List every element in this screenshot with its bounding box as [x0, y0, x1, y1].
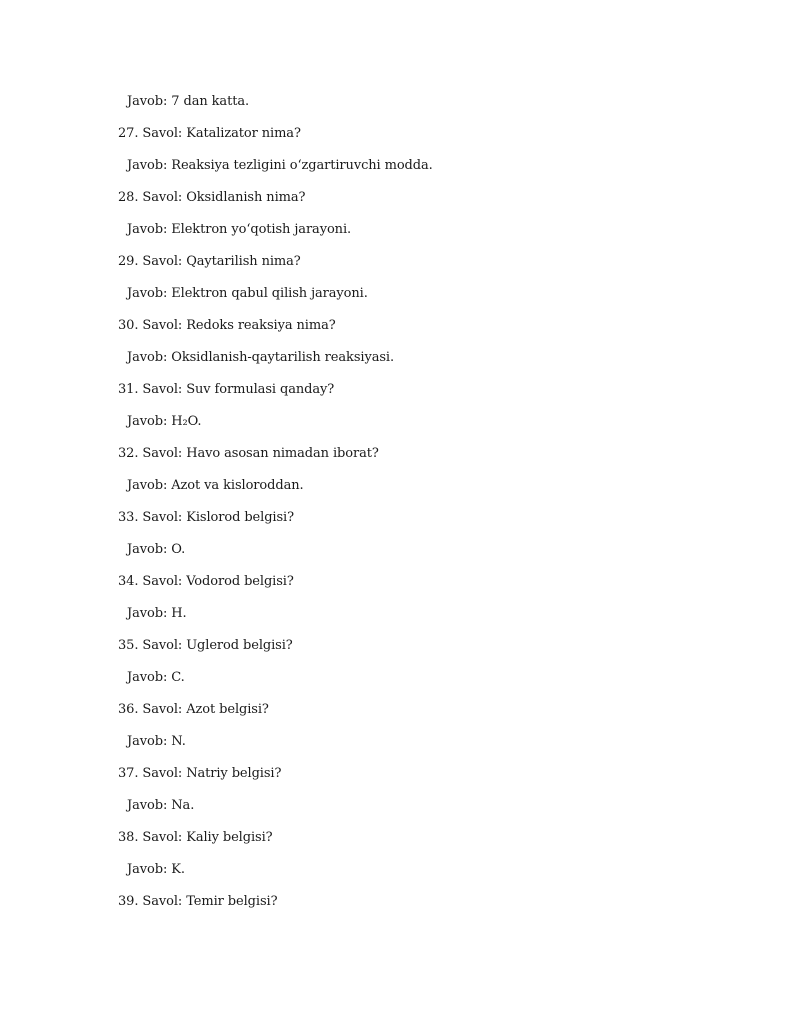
answer-line: Javob: 7 dan katta.: [127, 94, 250, 109]
question-line: 39. Savol: Temir belgisi?: [118, 894, 278, 909]
question-line: 37. Savol: Natriy belgisi?: [118, 766, 282, 781]
answer-line: Javob: H.: [127, 606, 187, 621]
answer-line: Javob: C.: [127, 670, 185, 685]
answer-line: Javob: N.: [127, 734, 186, 749]
question-line: 34. Savol: Vodorod belgisi?: [118, 574, 294, 589]
answer-line: Javob: Elektron qabul qilish jarayoni.: [127, 286, 368, 301]
answer-line: Javob: Oksidlanish-qaytarilish reaksiyasi.: [127, 350, 395, 365]
answer-line: Javob: O.: [127, 542, 186, 557]
question-line: 36. Savol: Azot belgisi?: [118, 702, 269, 717]
question-line: 29. Savol: Qaytarilish nima?: [118, 254, 301, 269]
question-line: 35. Savol: Uglerod belgisi?: [118, 638, 293, 653]
question-line: 31. Savol: Suv formulasi qanday?: [118, 382, 335, 397]
question-line: 32. Savol: Havo asosan nimadan iborat?: [118, 446, 379, 461]
answer-line: Javob: Na.: [127, 798, 195, 813]
question-line: 27. Savol: Katalizator nima?: [118, 126, 301, 141]
answer-line: Javob: H₂O.: [127, 414, 202, 429]
answer-line: Javob: Reaksiya tezligini o‘zgartiruvchi modda.: [127, 158, 433, 173]
question-line: 33. Savol: Kislorod belgisi?: [118, 510, 294, 525]
question-line: 38. Savol: Kaliy belgisi?: [118, 830, 273, 845]
answer-line: Javob: Elektron yo‘qotish jarayoni.: [127, 222, 352, 237]
question-line: 30. Savol: Redoks reaksiya nima?: [118, 318, 336, 333]
answer-line: Javob: K.: [127, 862, 185, 877]
question-line: 28. Savol: Oksidlanish nima?: [118, 190, 306, 205]
answer-line: Javob: Azot va kisloroddan.: [127, 478, 304, 493]
